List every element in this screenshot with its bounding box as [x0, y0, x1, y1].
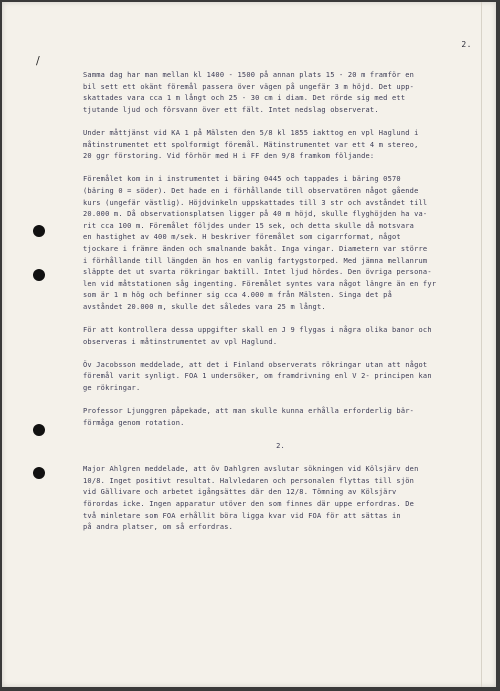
text-line: 20.000 m. Då observationsplatsen ligger på 40 m höjd, skulle flyghöjden ha va-: [83, 210, 428, 219]
text-line: kurs (ungefär västlig). Höjdvinkeln uppskattades till 3 str och avståndet till: [83, 198, 428, 207]
punch-hole-icon: [33, 269, 45, 281]
text-line: i förhållande till längden än hos en vanlig fartygstorped. Med jämna mellanrum: [83, 256, 428, 265]
text-line: bil sett ett okänt föremål passera över vägen på ungefär 3 m höjd. Det upp-: [83, 82, 415, 91]
punch-hole-icon: [33, 225, 45, 237]
text-line: 20 ggr förstoring. Vid förhör med H i FF den 9/8 framkom följande:: [83, 152, 375, 161]
section-number: 2.: [276, 442, 285, 450]
text-line: Professor Ljunggren påpekade, att man skulle kunna erhålla erforderlig bär-: [83, 407, 415, 416]
paragraph-5: [83, 360, 478, 395]
text-line: måtinstrumentet ett spolformigt föremål. Mätinstrumentet var ett 4 m stereo,: [83, 140, 419, 149]
text-line: förmåga genom rotation.: [83, 418, 185, 427]
paragraph-1: [83, 70, 478, 116]
text-line: två minletare som FOA erhållit böra ligga kvar vid FOA för att sättas in: [83, 511, 401, 520]
paragraph-3: [83, 174, 478, 313]
text-line: föremål varit synligt. FOA 1 undersöker, om framdrivning enl V 2- principen kan: [83, 372, 432, 381]
text-line: len vid måtstationen såg ingenting. Föremålet syntes vara något längre än en fyr: [83, 279, 437, 288]
text-line: tjockare i främre änden och smalnande bakåt. Inga vingar. Diametern var större: [83, 244, 428, 253]
text-line: som är 1 m hög och befinner sig cca 4.000 m från Mälsten. Singa det på: [83, 291, 393, 300]
margin-mark: /: [36, 54, 40, 67]
document-body: [83, 70, 478, 545]
document-page: [2, 2, 496, 687]
text-line: tjutande ljud och försvann över ett fält. Intet nedslag observerat.: [83, 105, 379, 114]
paragraph-2: [83, 128, 478, 163]
page-number: 2.: [461, 40, 472, 49]
text-line: Under måttjänst vid KA 1 på Mälsten den 5/8 kl 1855 iakttog en vpl Haglund i: [83, 128, 419, 137]
text-line: Samma dag har man mellan kl 1400 - 1500 på annan plats 15 - 20 m framför en: [83, 71, 415, 79]
text-line: en hastighet av 400 m/sek. H beskriver föremålet som cigarrformat, något: [83, 233, 401, 242]
page-fold-line: [481, 2, 482, 687]
text-line: skattades vara cca 1 m långt och 25 - 30 cm i diam. Det rörde sig med ett: [83, 94, 406, 103]
text-line: (bäring 0 = söder). Det hade en i förhållande till observatören något gående: [83, 186, 419, 195]
punch-hole-icon: [33, 424, 45, 436]
text-line: observeras i måtinstrumentet av vpl Haglund.: [83, 337, 278, 346]
text-line: vid Gällivare och arbetet igångsättes där den 12/8. Tömning av Kölsjärv: [83, 488, 397, 497]
text-line: rit cca 100 m. Föremålet följdes under 15 sek, och detta skulle då motsvara: [83, 221, 415, 230]
text-line: 10/8. Inget positivt resultat. Halvledaren och personalen flyttas till sjön: [83, 476, 415, 485]
text-line: släppte det ut svarta rökringar baktill. Intet ljud hördes. Den övriga persona-: [83, 268, 432, 277]
paragraph-4: [83, 325, 478, 348]
text-line: förordas icke. Ingen apparatur utöver den som finnes där uppe erfordras. De: [83, 499, 415, 508]
text-line: avståndet 20.000 m, skulle det således vara 25 m långt.: [83, 302, 326, 311]
text-line: Föremålet kom in i instrumentet i bäring 0445 och tappades i bäring 0570: [83, 175, 401, 184]
paragraph-6: [83, 406, 478, 429]
text-line: Öv Jacobsson meddelade, att det i Finland observerats rökringar utan att något: [83, 360, 428, 369]
section-2-paragraph: [83, 464, 478, 534]
text-line: ge rökringar.: [83, 384, 141, 393]
text-line: För att kontrollera dessa uppgifter skall en J 9 flygas i några olika banor och: [83, 326, 432, 335]
text-line: på andra platser, om så erfordras.: [83, 523, 234, 532]
text-line: Major Ahlgren meddelade, att öv Dahlgren avslutar sökningen vid Kölsjärv den: [83, 465, 419, 474]
punch-hole-icon: [33, 467, 45, 479]
